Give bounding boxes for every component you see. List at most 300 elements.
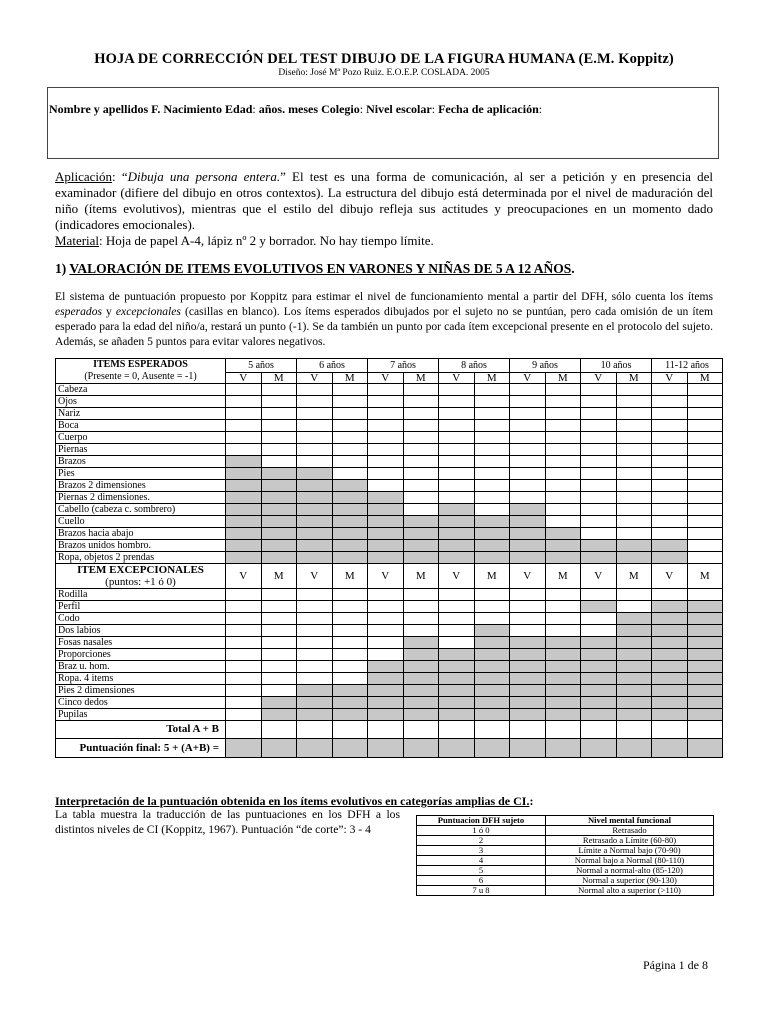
score-cell[interactable]: [332, 661, 368, 673]
score-cell[interactable]: [297, 625, 333, 637]
shaded-cell: [474, 637, 510, 649]
score-cell[interactable]: [510, 384, 546, 396]
shaded-cell: [332, 504, 368, 516]
score-cell[interactable]: [474, 613, 510, 625]
score-cell[interactable]: [616, 396, 652, 408]
score-cell[interactable]: [510, 408, 546, 420]
score-cell[interactable]: [403, 613, 439, 625]
score-cell[interactable]: [510, 589, 546, 601]
score-cell[interactable]: [652, 396, 688, 408]
score-cell[interactable]: [616, 384, 652, 396]
score-cell[interactable]: [439, 396, 475, 408]
score-cell[interactable]: [616, 432, 652, 444]
score-cell[interactable]: [439, 432, 475, 444]
score-cell[interactable]: [687, 444, 723, 456]
shaded-cell: [368, 685, 404, 697]
score-cell[interactable]: [403, 420, 439, 432]
score-cell[interactable]: [616, 408, 652, 420]
final-score-cell[interactable]: [226, 739, 262, 758]
ci-score-cell: 3: [417, 846, 546, 856]
shaded-cell: [545, 540, 581, 552]
score-cell[interactable]: [687, 528, 723, 540]
score-cell[interactable]: [581, 589, 617, 601]
shaded-cell: [439, 552, 475, 564]
score-cell[interactable]: [545, 468, 581, 480]
score-cell[interactable]: [439, 492, 475, 504]
score-cell[interactable]: [403, 625, 439, 637]
shaded-cell: [474, 661, 510, 673]
score-cell[interactable]: [581, 492, 617, 504]
score-cell[interactable]: [474, 601, 510, 613]
score-cell[interactable]: [510, 456, 546, 468]
expected-item-row: [56, 396, 723, 408]
final-score-cell[interactable]: [368, 739, 404, 758]
score-cell[interactable]: [332, 589, 368, 601]
shaded-cell: [332, 492, 368, 504]
score-cell[interactable]: [687, 480, 723, 492]
score-cell[interactable]: [261, 685, 297, 697]
score-cell[interactable]: [332, 601, 368, 613]
ci-table-row: [417, 846, 714, 856]
score-cell[interactable]: [545, 613, 581, 625]
score-cell[interactable]: [332, 432, 368, 444]
score-cell[interactable]: [261, 649, 297, 661]
score-cell[interactable]: [261, 601, 297, 613]
score-cell[interactable]: [226, 613, 262, 625]
score-cell[interactable]: [403, 504, 439, 516]
score-cell[interactable]: [368, 613, 404, 625]
score-cell[interactable]: [403, 384, 439, 396]
shaded-cell: [545, 673, 581, 685]
score-cell[interactable]: [474, 432, 510, 444]
score-cell[interactable]: [403, 601, 439, 613]
score-cell[interactable]: [652, 444, 688, 456]
score-cell[interactable]: [368, 420, 404, 432]
score-cell[interactable]: [297, 396, 333, 408]
sex-column-label: V: [226, 564, 262, 589]
shaded-cell: [261, 468, 297, 480]
score-cell[interactable]: [581, 480, 617, 492]
score-cell[interactable]: [368, 432, 404, 444]
shaded-cell: [368, 697, 404, 709]
score-cell[interactable]: [261, 396, 297, 408]
shaded-cell: [545, 709, 581, 721]
score-cell[interactable]: [616, 601, 652, 613]
score-cell[interactable]: [403, 492, 439, 504]
score-cell[interactable]: [226, 625, 262, 637]
score-cell[interactable]: [616, 589, 652, 601]
score-cell[interactable]: [687, 456, 723, 468]
shaded-cell: [616, 637, 652, 649]
total-a-b-cell[interactable]: [687, 721, 723, 739]
score-cell[interactable]: [652, 420, 688, 432]
score-cell[interactable]: [332, 625, 368, 637]
score-cell[interactable]: [261, 456, 297, 468]
score-cell[interactable]: [687, 516, 723, 528]
score-cell[interactable]: [261, 408, 297, 420]
score-cell[interactable]: [616, 420, 652, 432]
shaded-cell: [687, 601, 723, 613]
shaded-cell: [368, 552, 404, 564]
shaded-cell: [297, 697, 333, 709]
exceptional-item-row: [56, 649, 723, 661]
score-cell[interactable]: [226, 637, 262, 649]
score-cell[interactable]: [616, 528, 652, 540]
shaded-cell: [261, 480, 297, 492]
score-cell[interactable]: [545, 625, 581, 637]
score-cell[interactable]: [687, 432, 723, 444]
score-cell[interactable]: [545, 444, 581, 456]
final-score-cell[interactable]: [332, 739, 368, 758]
score-cell[interactable]: [687, 552, 723, 564]
score-cell[interactable]: [368, 480, 404, 492]
score-cell[interactable]: [439, 613, 475, 625]
score-cell[interactable]: [403, 408, 439, 420]
score-cell[interactable]: [297, 649, 333, 661]
score-cell[interactable]: [510, 444, 546, 456]
total-a-b-cell[interactable]: [403, 721, 439, 739]
ci-header-level: Nivel mental funcional: [546, 816, 714, 826]
score-cell[interactable]: [297, 384, 333, 396]
score-cell[interactable]: [652, 408, 688, 420]
score-cell[interactable]: [297, 601, 333, 613]
score-cell[interactable]: [368, 408, 404, 420]
score-cell[interactable]: [439, 601, 475, 613]
shaded-cell: [226, 528, 262, 540]
score-cell[interactable]: [297, 444, 333, 456]
score-cell[interactable]: [581, 613, 617, 625]
final-score-cell[interactable]: [545, 739, 581, 758]
score-cell[interactable]: [687, 540, 723, 552]
ci-score-cell: 7 u 8: [417, 886, 546, 896]
score-cell[interactable]: [652, 456, 688, 468]
score-cell[interactable]: [687, 408, 723, 420]
score-cell[interactable]: [368, 456, 404, 468]
score-cell[interactable]: [297, 432, 333, 444]
score-cell[interactable]: [403, 456, 439, 468]
shaded-cell: [368, 492, 404, 504]
sex-column-label: M: [474, 564, 510, 589]
total-a-b-cell[interactable]: [510, 721, 546, 739]
score-cell[interactable]: [261, 589, 297, 601]
total-a-b-cell[interactable]: [297, 721, 333, 739]
shaded-cell: [510, 685, 546, 697]
score-cell[interactable]: [474, 480, 510, 492]
score-cell[interactable]: [581, 432, 617, 444]
score-cell[interactable]: [474, 384, 510, 396]
total-a-b-cell[interactable]: [474, 721, 510, 739]
score-cell[interactable]: [261, 384, 297, 396]
score-cell[interactable]: [510, 492, 546, 504]
score-cell[interactable]: [474, 456, 510, 468]
score-cell[interactable]: [652, 432, 688, 444]
identification-box[interactable]: [47, 87, 719, 159]
final-score-cell[interactable]: [261, 739, 297, 758]
score-cell[interactable]: [652, 468, 688, 480]
score-cell[interactable]: [687, 504, 723, 516]
score-cell[interactable]: [439, 384, 475, 396]
score-cell[interactable]: [332, 637, 368, 649]
score-cell[interactable]: [474, 492, 510, 504]
score-cell[interactable]: [581, 408, 617, 420]
score-cell[interactable]: [368, 384, 404, 396]
score-cell[interactable]: [474, 504, 510, 516]
score-cell[interactable]: [439, 637, 475, 649]
total-a-b-cell[interactable]: [368, 721, 404, 739]
shaded-cell: [403, 528, 439, 540]
score-cell[interactable]: [581, 528, 617, 540]
score-cell[interactable]: [403, 468, 439, 480]
score-cell[interactable]: [368, 468, 404, 480]
score-cell[interactable]: [332, 408, 368, 420]
score-cell[interactable]: [581, 444, 617, 456]
score-cell[interactable]: [510, 468, 546, 480]
total-a-b-cell[interactable]: [332, 721, 368, 739]
score-cell[interactable]: [332, 420, 368, 432]
score-cell[interactable]: [652, 492, 688, 504]
score-cell[interactable]: [226, 697, 262, 709]
score-cell[interactable]: [581, 420, 617, 432]
score-cell[interactable]: [510, 601, 546, 613]
score-cell[interactable]: [474, 468, 510, 480]
page-subtitle: Diseño: José Mª Pozo Ruiz. E.O.E.P. COSLADA. 2005: [278, 68, 490, 78]
score-cell[interactable]: [687, 492, 723, 504]
score-cell[interactable]: [545, 432, 581, 444]
score-cell[interactable]: [261, 432, 297, 444]
score-cell[interactable]: [474, 420, 510, 432]
scoring-paragraph: El sistema de puntuación propuesto por Koppitz para estimar el nivel de funcionamiento mental a partir del DFH, sólo cuenta los ítems esperados y excepcionales (casillas en blanco). Los ítems esperados dibujados por el sujeto no se puntúan, pero cada omisión de un ítem esperado para la edad del niño/a, restará un punto (-1). Se da también un punto por cada ítem excepcional presente en el protocolo del sujeto. Además, se añaden 5 puntos para evitar valores negativos.: [55, 290, 714, 348]
score-cell[interactable]: [581, 384, 617, 396]
score-cell[interactable]: [545, 396, 581, 408]
score-cell[interactable]: [297, 613, 333, 625]
shaded-cell: [403, 673, 439, 685]
score-cell[interactable]: [581, 396, 617, 408]
material-label: Material: [55, 233, 100, 248]
score-cell[interactable]: [261, 613, 297, 625]
score-cell[interactable]: [652, 516, 688, 528]
score-cell[interactable]: [545, 408, 581, 420]
score-cell[interactable]: [474, 589, 510, 601]
shaded-cell: [687, 625, 723, 637]
final-score-cell[interactable]: [403, 739, 439, 758]
final-score-cell[interactable]: [581, 739, 617, 758]
score-cell[interactable]: [403, 444, 439, 456]
exceptional-item-label: Fosas nasales: [56, 637, 226, 649]
score-cell[interactable]: [403, 396, 439, 408]
exceptional-item-label: Pupilas: [56, 709, 226, 721]
exceptional-item-row: [56, 673, 723, 685]
score-cell[interactable]: [226, 661, 262, 673]
score-cell[interactable]: [261, 444, 297, 456]
shaded-cell: [616, 613, 652, 625]
score-cell[interactable]: [652, 589, 688, 601]
score-cell[interactable]: [332, 456, 368, 468]
score-cell[interactable]: [687, 589, 723, 601]
score-cell[interactable]: [297, 673, 333, 685]
score-cell[interactable]: [368, 444, 404, 456]
score-cell[interactable]: [581, 456, 617, 468]
score-cell[interactable]: [297, 456, 333, 468]
score-cell[interactable]: [226, 709, 262, 721]
shaded-cell: [332, 540, 368, 552]
score-cell[interactable]: [545, 492, 581, 504]
score-cell[interactable]: [616, 480, 652, 492]
score-cell[interactable]: [652, 480, 688, 492]
shaded-cell: [581, 697, 617, 709]
score-cell[interactable]: [616, 492, 652, 504]
score-cell[interactable]: [297, 589, 333, 601]
score-cell[interactable]: [261, 673, 297, 685]
score-cell[interactable]: [545, 504, 581, 516]
score-cell[interactable]: [439, 456, 475, 468]
score-cell[interactable]: [510, 613, 546, 625]
score-cell[interactable]: [332, 444, 368, 456]
score-cell[interactable]: [368, 589, 404, 601]
score-cell[interactable]: [581, 625, 617, 637]
score-cell[interactable]: [226, 384, 262, 396]
score-cell[interactable]: [545, 456, 581, 468]
sex-column-label: V: [652, 373, 688, 384]
exceptional-item-row: [56, 637, 723, 649]
ci-level-cell: Normal bajo a Normal (80-110): [546, 856, 714, 866]
score-cell[interactable]: [510, 396, 546, 408]
score-cell[interactable]: [297, 408, 333, 420]
score-cell[interactable]: [297, 661, 333, 673]
final-score-cell[interactable]: [510, 739, 546, 758]
total-a-b-cell[interactable]: [226, 721, 262, 739]
exceptional-item-row: [56, 625, 723, 637]
total-a-b-cell[interactable]: [652, 721, 688, 739]
score-cell[interactable]: [368, 637, 404, 649]
score-cell[interactable]: [581, 468, 617, 480]
score-cell[interactable]: [226, 396, 262, 408]
total-a-b-cell[interactable]: [261, 721, 297, 739]
score-cell[interactable]: [439, 420, 475, 432]
score-cell[interactable]: [510, 432, 546, 444]
score-cell[interactable]: [616, 468, 652, 480]
score-cell[interactable]: [474, 408, 510, 420]
score-cell[interactable]: [439, 480, 475, 492]
score-cell[interactable]: [510, 420, 546, 432]
score-cell[interactable]: [439, 468, 475, 480]
score-cell[interactable]: [403, 432, 439, 444]
final-score-cell[interactable]: [474, 739, 510, 758]
score-cell[interactable]: [297, 637, 333, 649]
score-cell[interactable]: [545, 420, 581, 432]
ci-score-cell: 2: [417, 836, 546, 846]
score-cell[interactable]: [616, 456, 652, 468]
final-score-cell[interactable]: [687, 739, 723, 758]
total-a-b-cell[interactable]: [581, 721, 617, 739]
score-cell[interactable]: [368, 396, 404, 408]
score-cell[interactable]: [368, 601, 404, 613]
sex-column-label: V: [297, 564, 333, 589]
score-cell[interactable]: [687, 468, 723, 480]
score-cell[interactable]: [439, 444, 475, 456]
score-cell[interactable]: [261, 420, 297, 432]
score-cell[interactable]: [403, 480, 439, 492]
total-a-b-cell[interactable]: [545, 721, 581, 739]
score-cell[interactable]: [332, 649, 368, 661]
score-cell[interactable]: [332, 384, 368, 396]
score-cell[interactable]: [652, 384, 688, 396]
score-cell[interactable]: [510, 625, 546, 637]
score-cell[interactable]: [297, 420, 333, 432]
score-cell[interactable]: [474, 396, 510, 408]
score-cell[interactable]: [368, 625, 404, 637]
score-cell[interactable]: [332, 468, 368, 480]
shaded-cell: [510, 540, 546, 552]
final-score-row: [56, 739, 723, 758]
score-cell[interactable]: [581, 504, 617, 516]
score-cell[interactable]: [332, 673, 368, 685]
final-score-cell[interactable]: [439, 739, 475, 758]
score-cell[interactable]: [226, 444, 262, 456]
score-cell[interactable]: [226, 432, 262, 444]
score-cell[interactable]: [226, 601, 262, 613]
score-cell[interactable]: [545, 384, 581, 396]
shaded-cell: [403, 709, 439, 721]
expected-item-label: Cabello (cabeza c. sombrero): [56, 504, 226, 516]
score-cell[interactable]: [332, 396, 368, 408]
total-a-b-cell[interactable]: [439, 721, 475, 739]
score-cell[interactable]: [439, 625, 475, 637]
sex-column-label: V: [368, 564, 404, 589]
score-cell[interactable]: [226, 589, 262, 601]
shaded-cell: [297, 540, 333, 552]
score-cell[interactable]: [581, 516, 617, 528]
score-cell[interactable]: [261, 625, 297, 637]
score-cell[interactable]: [687, 396, 723, 408]
shaded-cell: [332, 528, 368, 540]
score-cell[interactable]: [439, 408, 475, 420]
shaded-cell: [474, 709, 510, 721]
score-cell[interactable]: [652, 504, 688, 516]
score-cell[interactable]: [545, 601, 581, 613]
score-cell[interactable]: [687, 420, 723, 432]
score-cell[interactable]: [226, 420, 262, 432]
score-cell[interactable]: [510, 480, 546, 492]
score-cell[interactable]: [261, 637, 297, 649]
shaded-cell: [297, 468, 333, 480]
score-cell[interactable]: [545, 589, 581, 601]
score-cell[interactable]: [545, 516, 581, 528]
exceptional-item-row: [56, 685, 723, 697]
total-a-b-cell[interactable]: [616, 721, 652, 739]
score-cell[interactable]: [226, 685, 262, 697]
score-cell[interactable]: [226, 673, 262, 685]
final-score-cell[interactable]: [297, 739, 333, 758]
final-score-cell[interactable]: [652, 739, 688, 758]
score-cell[interactable]: [403, 589, 439, 601]
score-cell[interactable]: [616, 516, 652, 528]
score-cell[interactable]: [261, 661, 297, 673]
score-cell[interactable]: [687, 384, 723, 396]
shaded-cell: [226, 552, 262, 564]
score-cell[interactable]: [439, 589, 475, 601]
score-cell[interactable]: [226, 649, 262, 661]
score-cell[interactable]: [652, 528, 688, 540]
score-cell[interactable]: [616, 504, 652, 516]
score-cell[interactable]: [332, 613, 368, 625]
score-cell[interactable]: [545, 480, 581, 492]
final-score-cell[interactable]: [616, 739, 652, 758]
score-cell[interactable]: [226, 408, 262, 420]
score-cell[interactable]: [474, 444, 510, 456]
score-cell[interactable]: [368, 649, 404, 661]
score-cell[interactable]: [616, 444, 652, 456]
shaded-cell: [545, 528, 581, 540]
